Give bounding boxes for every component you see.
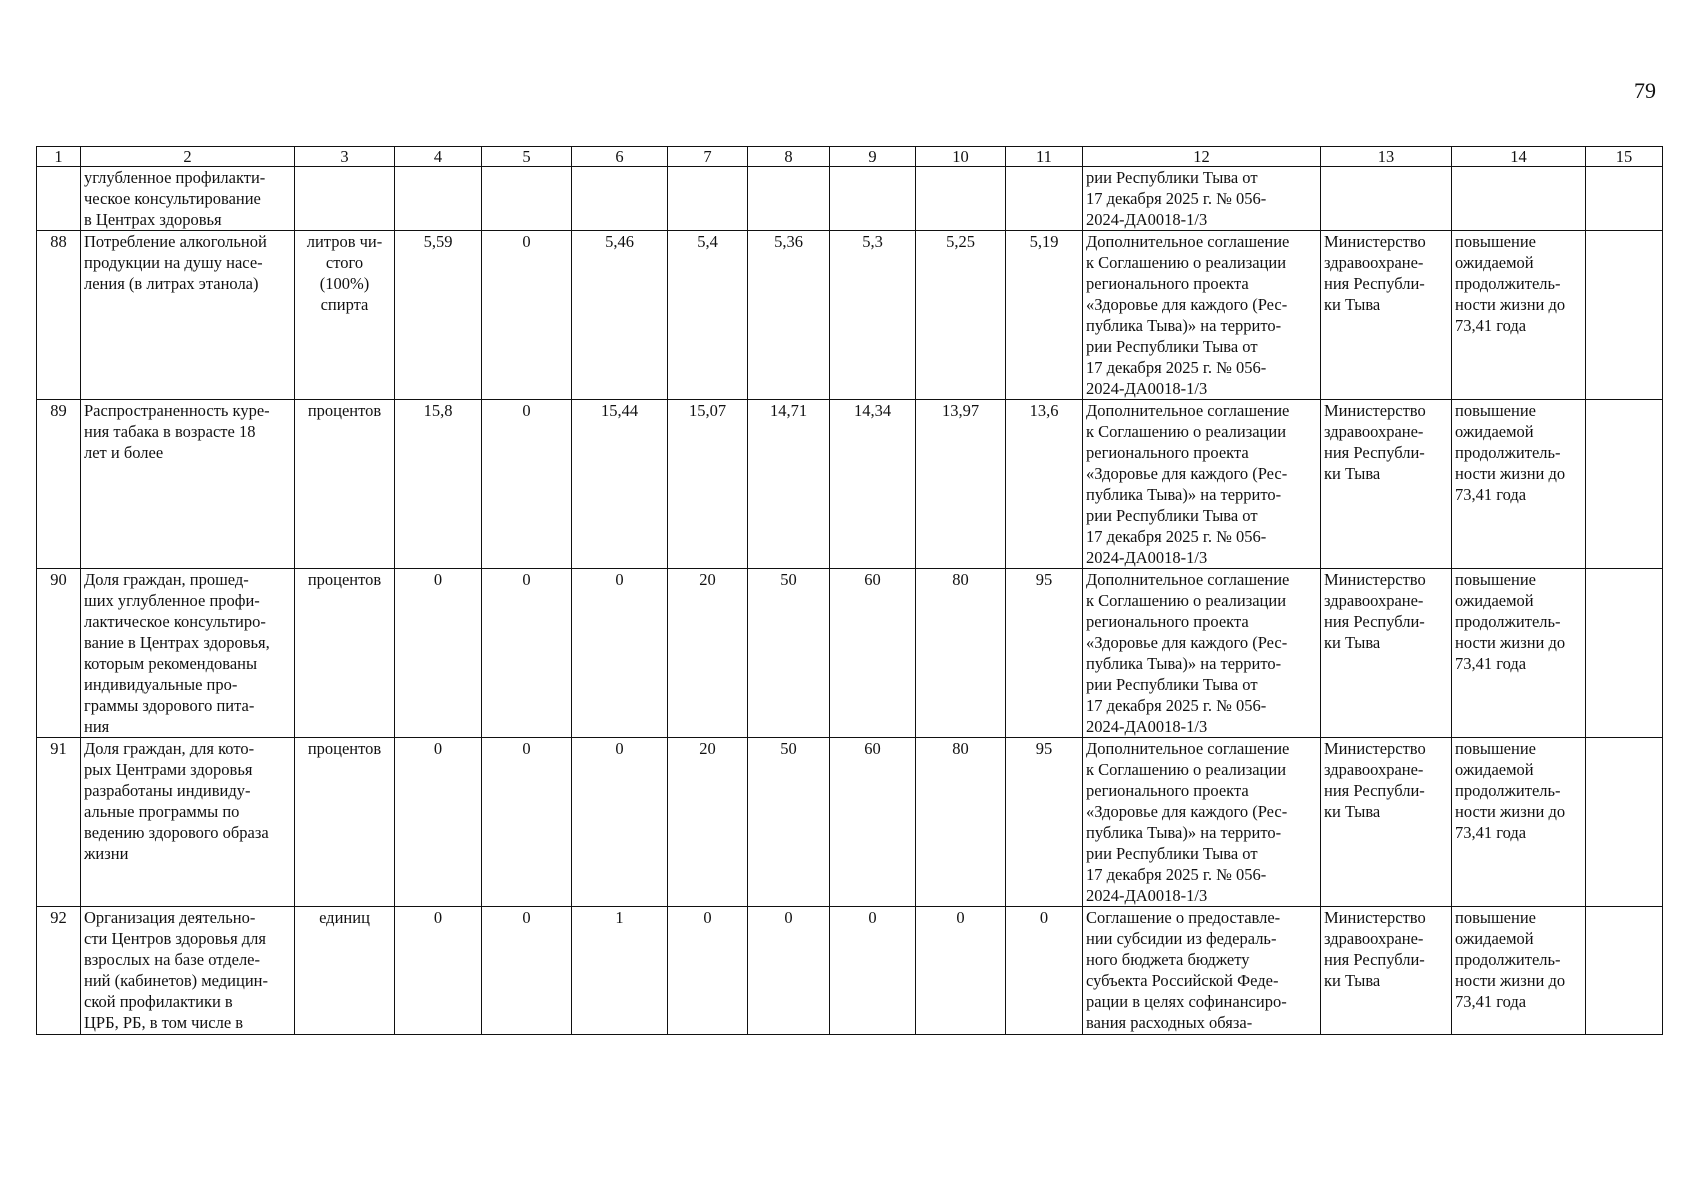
- column-header: 13: [1321, 147, 1452, 167]
- value-col9: 14,34: [830, 400, 916, 569]
- indicators-table: [36, 146, 1663, 1035]
- table-row: [37, 231, 1663, 400]
- value-col9: 60: [830, 569, 916, 738]
- value-col10: 5,25: [916, 231, 1006, 400]
- column-header: 2: [81, 147, 295, 167]
- result-cell: повышение ожидаемой продолжитель- ности жизни до 73,41 года: [1452, 907, 1586, 1035]
- value-col8: [748, 167, 830, 231]
- table-row: [37, 738, 1663, 907]
- responsible-cell: Министерство здравоохране- ния Республи- ки Тыва: [1321, 738, 1452, 907]
- header-row: [37, 147, 1663, 167]
- value-col11: [1006, 167, 1083, 231]
- column-header: 5: [482, 147, 572, 167]
- row-number: 91: [37, 738, 81, 907]
- result-cell: повышение ожидаемой продолжитель- ности жизни до 73,41 года: [1452, 231, 1586, 400]
- table-row: [37, 569, 1663, 738]
- column-header: 7: [668, 147, 748, 167]
- row-number: 90: [37, 569, 81, 738]
- value-col11: 0: [1006, 907, 1083, 1035]
- value-col10: [916, 167, 1006, 231]
- result-cell: [1452, 167, 1586, 231]
- value-col10: 80: [916, 569, 1006, 738]
- value-col7: 5,4: [668, 231, 748, 400]
- value-col7: 0: [668, 907, 748, 1035]
- value-col10: 80: [916, 738, 1006, 907]
- value-col6: 1: [572, 907, 668, 1035]
- value-col8: 50: [748, 738, 830, 907]
- table-row: [37, 907, 1663, 1035]
- column-header: 14: [1452, 147, 1586, 167]
- responsible-cell: Министерство здравоохране- ния Республи- ки Тыва: [1321, 569, 1452, 738]
- responsible-cell: [1321, 167, 1452, 231]
- value-col5: [482, 167, 572, 231]
- column-header: 1: [37, 147, 81, 167]
- value-col7: 20: [668, 738, 748, 907]
- document-cell: Дополнительное соглашение к Соглашению о реализации регионального проекта «Здоровье для каждого (Рес- публика Тыва)» на террито- рии Республики Тыва от 17 декабря 2025 г. № 056- 2024-ДА0018-1/3: [1083, 231, 1321, 400]
- table-row: [37, 167, 1663, 231]
- indicator-name: Доля граждан, для кото- рых Центрами здоровья разработаны индивиду- альные программы по ведению здорового образа жизни: [81, 738, 295, 907]
- column-header: 12: [1083, 147, 1321, 167]
- value-col7: [668, 167, 748, 231]
- document-cell: рии Республики Тыва от 17 декабря 2025 г. № 056- 2024-ДА0018-1/3: [1083, 167, 1321, 231]
- result-cell: повышение ожидаемой продолжитель- ности жизни до 73,41 года: [1452, 400, 1586, 569]
- result-cell: повышение ожидаемой продолжитель- ности жизни до 73,41 года: [1452, 738, 1586, 907]
- column-header: 8: [748, 147, 830, 167]
- value-col4: 0: [395, 569, 482, 738]
- value-col4: 15,8: [395, 400, 482, 569]
- col15-cell: [1586, 738, 1663, 907]
- indicator-name: Доля граждан, прошед- ших углубленное профи- лактическое консультиро- вание в Центрах здоровья, которым рекомендованы индивидуальные про- граммы здорового пита- ния: [81, 569, 295, 738]
- row-number: [37, 167, 81, 231]
- indicator-name: Потребление алкогольной продукции на душу насе- ления (в литрах этанола): [81, 231, 295, 400]
- unit-cell: [295, 167, 395, 231]
- value-col5: 0: [482, 569, 572, 738]
- value-col8: 50: [748, 569, 830, 738]
- responsible-cell: Министерство здравоохране- ния Республи- ки Тыва: [1321, 400, 1452, 569]
- value-col11: 95: [1006, 738, 1083, 907]
- unit-cell: процентов: [295, 569, 395, 738]
- value-col4: 0: [395, 907, 482, 1035]
- value-col4: 5,59: [395, 231, 482, 400]
- value-col9: 5,3: [830, 231, 916, 400]
- value-col8: 5,36: [748, 231, 830, 400]
- value-col4: [395, 167, 482, 231]
- value-col11: 5,19: [1006, 231, 1083, 400]
- value-col8: 0: [748, 907, 830, 1035]
- unit-cell: процентов: [295, 738, 395, 907]
- value-col6: 0: [572, 738, 668, 907]
- value-col6: 15,44: [572, 400, 668, 569]
- value-col9: 0: [830, 907, 916, 1035]
- value-col10: 0: [916, 907, 1006, 1035]
- value-col7: 20: [668, 569, 748, 738]
- unit-cell: единиц: [295, 907, 395, 1035]
- value-col9: [830, 167, 916, 231]
- value-col10: 13,97: [916, 400, 1006, 569]
- column-header: 9: [830, 147, 916, 167]
- result-cell: повышение ожидаемой продолжитель- ности жизни до 73,41 года: [1452, 569, 1586, 738]
- indicator-name: Распространенность куре- ния табака в возрасте 18 лет и более: [81, 400, 295, 569]
- document-cell: Дополнительное соглашение к Соглашению о реализации регионального проекта «Здоровье для каждого (Рес- публика Тыва)» на террито- рии Республики Тыва от 17 декабря 2025 г. № 056- 2024-ДА0018-1/3: [1083, 569, 1321, 738]
- value-col6: 5,46: [572, 231, 668, 400]
- column-header: 3: [295, 147, 395, 167]
- col15-cell: [1586, 907, 1663, 1035]
- value-col5: 0: [482, 400, 572, 569]
- column-header: 6: [572, 147, 668, 167]
- value-col6: 0: [572, 569, 668, 738]
- value-col11: 13,6: [1006, 400, 1083, 569]
- column-header: 11: [1006, 147, 1083, 167]
- table-row: [37, 400, 1663, 569]
- page-number: 79: [1634, 78, 1656, 103]
- value-col5: 0: [482, 907, 572, 1035]
- col15-cell: [1586, 167, 1663, 231]
- value-col4: 0: [395, 738, 482, 907]
- value-col11: 95: [1006, 569, 1083, 738]
- column-header: 4: [395, 147, 482, 167]
- row-number: 92: [37, 907, 81, 1035]
- document-cell: Дополнительное соглашение к Соглашению о реализации регионального проекта «Здоровье для каждого (Рес- публика Тыва)» на террито- рии Республики Тыва от 17 декабря 2025 г. № 056- 2024-ДА0018-1/3: [1083, 738, 1321, 907]
- column-header: 15: [1586, 147, 1663, 167]
- row-number: 88: [37, 231, 81, 400]
- value-col5: 0: [482, 231, 572, 400]
- document-cell: Дополнительное соглашение к Соглашению о реализации регионального проекта «Здоровье для каждого (Рес- публика Тыва)» на террито- рии Республики Тыва от 17 декабря 2025 г. № 056- 2024-ДА0018-1/3: [1083, 400, 1321, 569]
- column-header: 10: [916, 147, 1006, 167]
- indicator-name: Организация деятельно- сти Центров здоровья для взрослых на базе отделе- ний (кабинетов) медицин- ской профилактики в ЦРБ, РБ, в том числе в: [81, 907, 295, 1035]
- col15-cell: [1586, 569, 1663, 738]
- value-col8: 14,71: [748, 400, 830, 569]
- col15-cell: [1586, 400, 1663, 569]
- unit-cell: процентов: [295, 400, 395, 569]
- document-cell: Соглашение о предоставле- нии субсидии из федераль- ного бюджета бюджету субъекта Российской Феде- рации в целях софинансиро- вания расходных обяза-: [1083, 907, 1321, 1035]
- value-col6: [572, 167, 668, 231]
- indicator-name: углубленное профилакти- ческое консультирование в Центрах здоровья: [81, 167, 295, 231]
- row-number: 89: [37, 400, 81, 569]
- value-col7: 15,07: [668, 400, 748, 569]
- col15-cell: [1586, 231, 1663, 400]
- value-col5: 0: [482, 738, 572, 907]
- responsible-cell: Министерство здравоохране- ния Республи- ки Тыва: [1321, 907, 1452, 1035]
- unit-cell: литров чи- стого (100%) спирта: [295, 231, 395, 400]
- value-col9: 60: [830, 738, 916, 907]
- responsible-cell: Министерство здравоохране- ния Республи- ки Тыва: [1321, 231, 1452, 400]
